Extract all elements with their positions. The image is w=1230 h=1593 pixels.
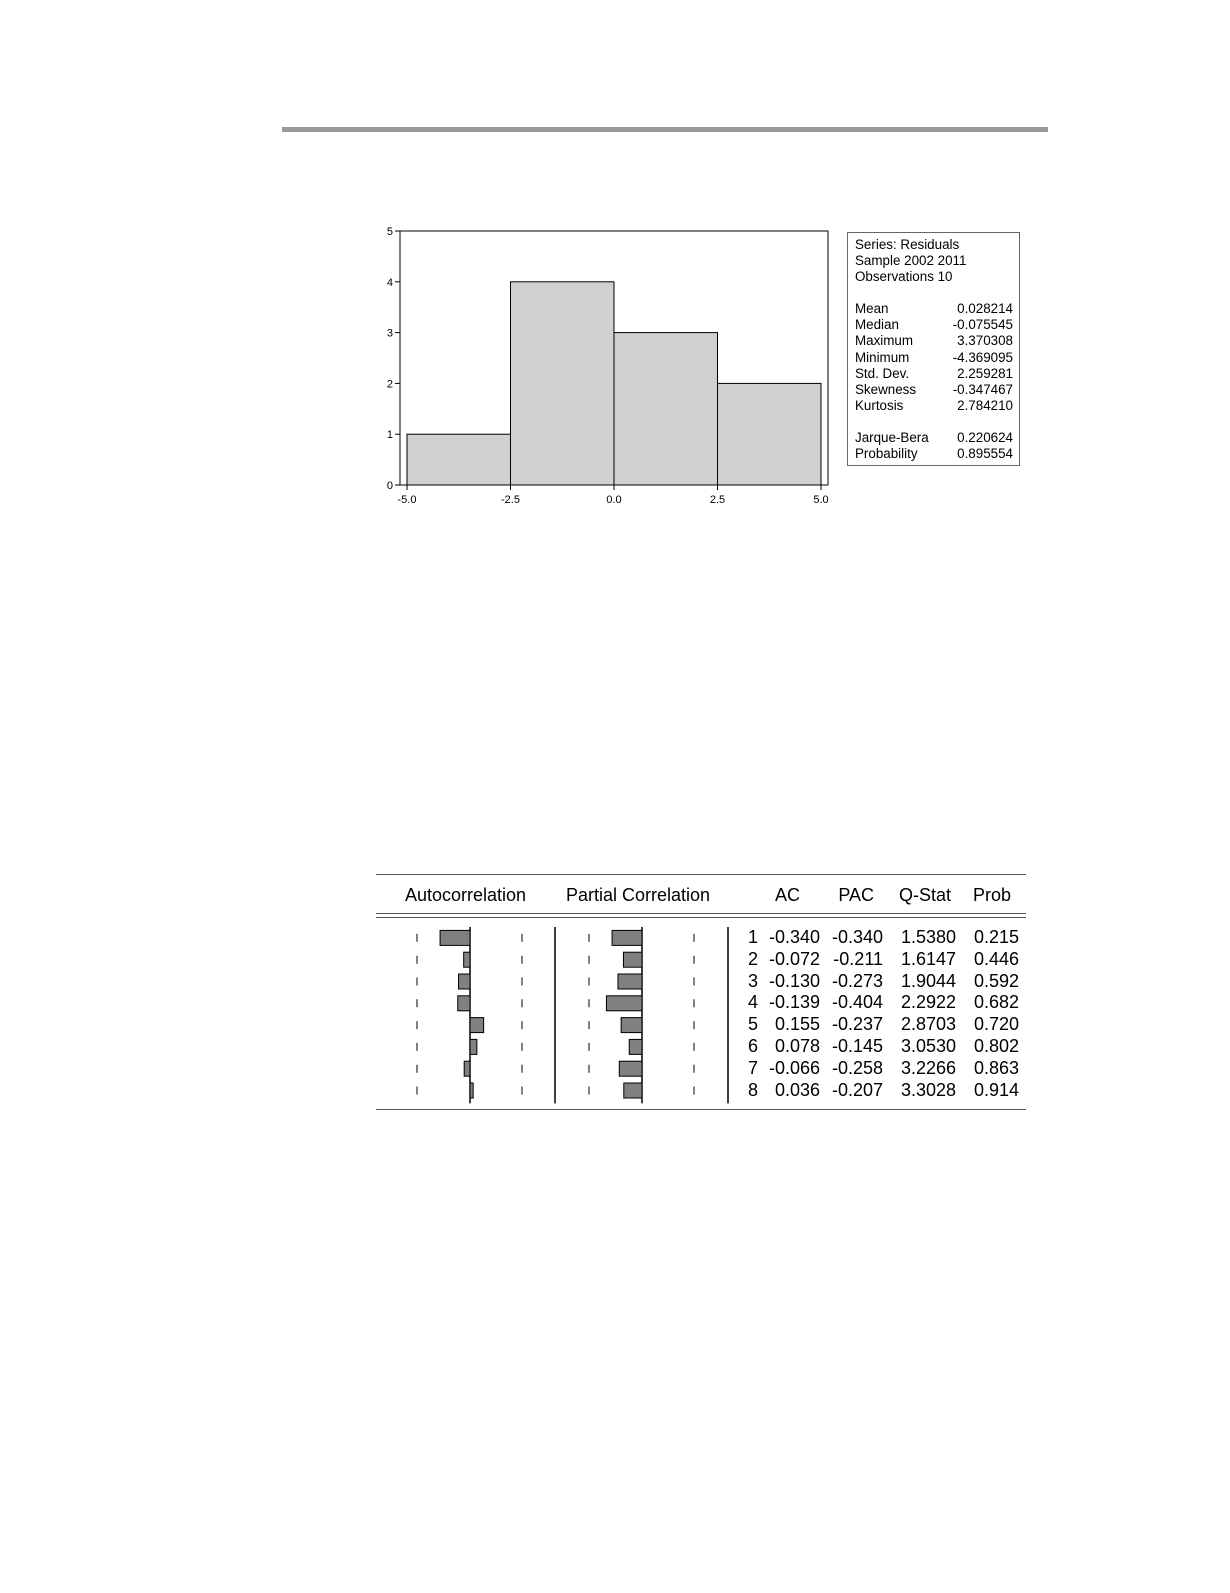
stats-label: Kurtosis [855, 397, 904, 413]
pac-bar [621, 1018, 642, 1033]
cell-pac: -0.145 [831, 1035, 883, 1056]
residuals-histogram [370, 215, 840, 515]
pac-bar [618, 974, 642, 989]
y-tick-label: 3 [386, 327, 393, 340]
x-tick-label: -2.5 [501, 494, 520, 506]
stats-value: 0.220624 [957, 429, 1013, 445]
histogram-bar [718, 383, 822, 485]
stats-skewness [855, 382, 1013, 398]
stats-minimum [855, 350, 1013, 366]
stats-value: -0.347467 [952, 381, 1013, 397]
stats-value: 2.784210 [957, 397, 1013, 413]
header-autocorrelation: Autocorrelation [405, 885, 527, 905]
cell-prob: 0.215 [973, 926, 1019, 947]
cell-pac: -0.237 [831, 1014, 883, 1035]
cell-lag: 5 [747, 1014, 758, 1035]
stats-value: 0.028214 [957, 301, 1013, 317]
header-pac: PAC [838, 885, 874, 905]
cell-lag: 1 [747, 926, 758, 947]
cell-qstat: 1.5380 [900, 926, 956, 947]
cell-pac: -0.207 [831, 1079, 883, 1100]
y-tick-label: 0 [386, 480, 393, 492]
stats-label: Probability [855, 446, 918, 462]
ac-bar [458, 996, 470, 1011]
cell-lag: 8 [747, 1079, 758, 1100]
residual-stats-box [847, 232, 1020, 466]
pac-bar [629, 1039, 642, 1054]
header-prob: Prob [972, 885, 1011, 905]
stats-label: Median [855, 317, 899, 333]
correlogram-table [376, 874, 1026, 1110]
stats-label: Jarque-Bera [855, 429, 929, 445]
page-top-rule [282, 127, 1048, 132]
cell-prob: 0.863 [973, 1057, 1019, 1078]
stats-value: 3.370308 [957, 333, 1013, 349]
ac-bar [464, 1061, 470, 1076]
x-tick-label: 0.0 [606, 494, 622, 506]
stats-label: Minimum [855, 349, 910, 365]
ac-bar [470, 1083, 473, 1098]
cell-lag: 4 [747, 992, 758, 1013]
ac-bar [459, 974, 470, 989]
header-q-stat: Q-Stat [898, 885, 951, 905]
stats-value: -4.369095 [952, 349, 1013, 365]
y-tick-label: 4 [386, 276, 393, 289]
stats-label: Mean [855, 301, 889, 317]
stats-value: 0.895554 [957, 446, 1013, 462]
cell-lag: 6 [747, 1035, 758, 1056]
stats-probability [855, 446, 1013, 462]
cell-ac: 0.078 [774, 1035, 820, 1056]
cell-ac: -0.066 [768, 1057, 820, 1078]
stats-series: Series: Residuals [855, 237, 960, 252]
cell-ac: -0.139 [768, 992, 820, 1013]
stats-label: Maximum [855, 333, 914, 349]
cell-prob: 0.914 [973, 1079, 1019, 1100]
histogram-bar [407, 434, 511, 485]
cell-prob: 0.682 [973, 992, 1019, 1013]
cell-qstat: 3.3028 [900, 1079, 956, 1100]
stats-maximum [855, 333, 1013, 349]
ac-bar [464, 952, 470, 967]
cell-pac: -0.258 [831, 1057, 883, 1078]
cell-prob: 0.446 [973, 948, 1019, 969]
stats-median [855, 317, 1013, 333]
y-tick-label: 5 [386, 226, 393, 238]
pac-bar [612, 930, 642, 945]
header-partial-correlation: Partial Correlation [566, 885, 711, 905]
cell-pac: -0.211 [833, 948, 883, 969]
cell-qstat: 3.0530 [900, 1035, 956, 1056]
cell-qstat: 3.2266 [900, 1057, 956, 1078]
cell-ac: -0.072 [768, 948, 820, 969]
cell-qstat: 1.6147 [900, 948, 956, 969]
stats-jarque-bera [855, 430, 1013, 446]
stats-value: -0.075545 [952, 317, 1013, 333]
stats-label: Skewness [855, 381, 917, 397]
cell-ac: -0.130 [768, 970, 820, 991]
histogram-bar [614, 333, 718, 485]
cell-lag: 3 [747, 970, 758, 991]
x-tick-label: 2.5 [709, 494, 726, 506]
ac-bar [470, 1018, 484, 1033]
pac-bar [606, 996, 642, 1011]
stats-mean [855, 301, 1013, 317]
header-ac: AC [774, 885, 800, 905]
stats-sample: Sample 2002 2011 [855, 253, 967, 269]
histogram-bar [511, 282, 615, 485]
stats-observations: Observations 10 [855, 269, 953, 285]
cell-lag: 2 [747, 948, 758, 969]
stats-value: 2.259281 [957, 365, 1013, 381]
pac-bar [624, 1083, 642, 1098]
cell-qstat: 2.8703 [900, 1014, 956, 1035]
ac-bar [440, 930, 470, 945]
pac-bar [623, 952, 642, 967]
cell-prob: 0.720 [973, 1014, 1019, 1035]
cell-ac: 0.155 [774, 1014, 820, 1035]
pac-bar [619, 1061, 642, 1076]
stats-kurtosis [855, 398, 1013, 414]
cell-pac: -0.340 [831, 926, 883, 947]
cell-prob: 0.802 [973, 1035, 1019, 1056]
stats-std-dev [855, 366, 1013, 382]
cell-ac: 0.036 [774, 1079, 820, 1100]
x-tick-label: -5.0 [397, 494, 417, 506]
cell-qstat: 1.9044 [900, 970, 956, 991]
cell-ac: -0.340 [768, 926, 820, 947]
y-tick-label: 1 [386, 429, 393, 442]
cell-lag: 7 [747, 1057, 758, 1078]
cell-pac: -0.273 [831, 970, 883, 991]
cell-qstat: 2.2922 [900, 992, 956, 1013]
x-tick-label: 5.0 [813, 494, 829, 506]
y-tick-label: 2 [386, 378, 393, 391]
cell-pac: -0.404 [831, 992, 883, 1013]
cell-prob: 0.592 [973, 970, 1019, 991]
ac-bar [470, 1039, 477, 1054]
stats-label: Std. Dev. [855, 365, 910, 381]
